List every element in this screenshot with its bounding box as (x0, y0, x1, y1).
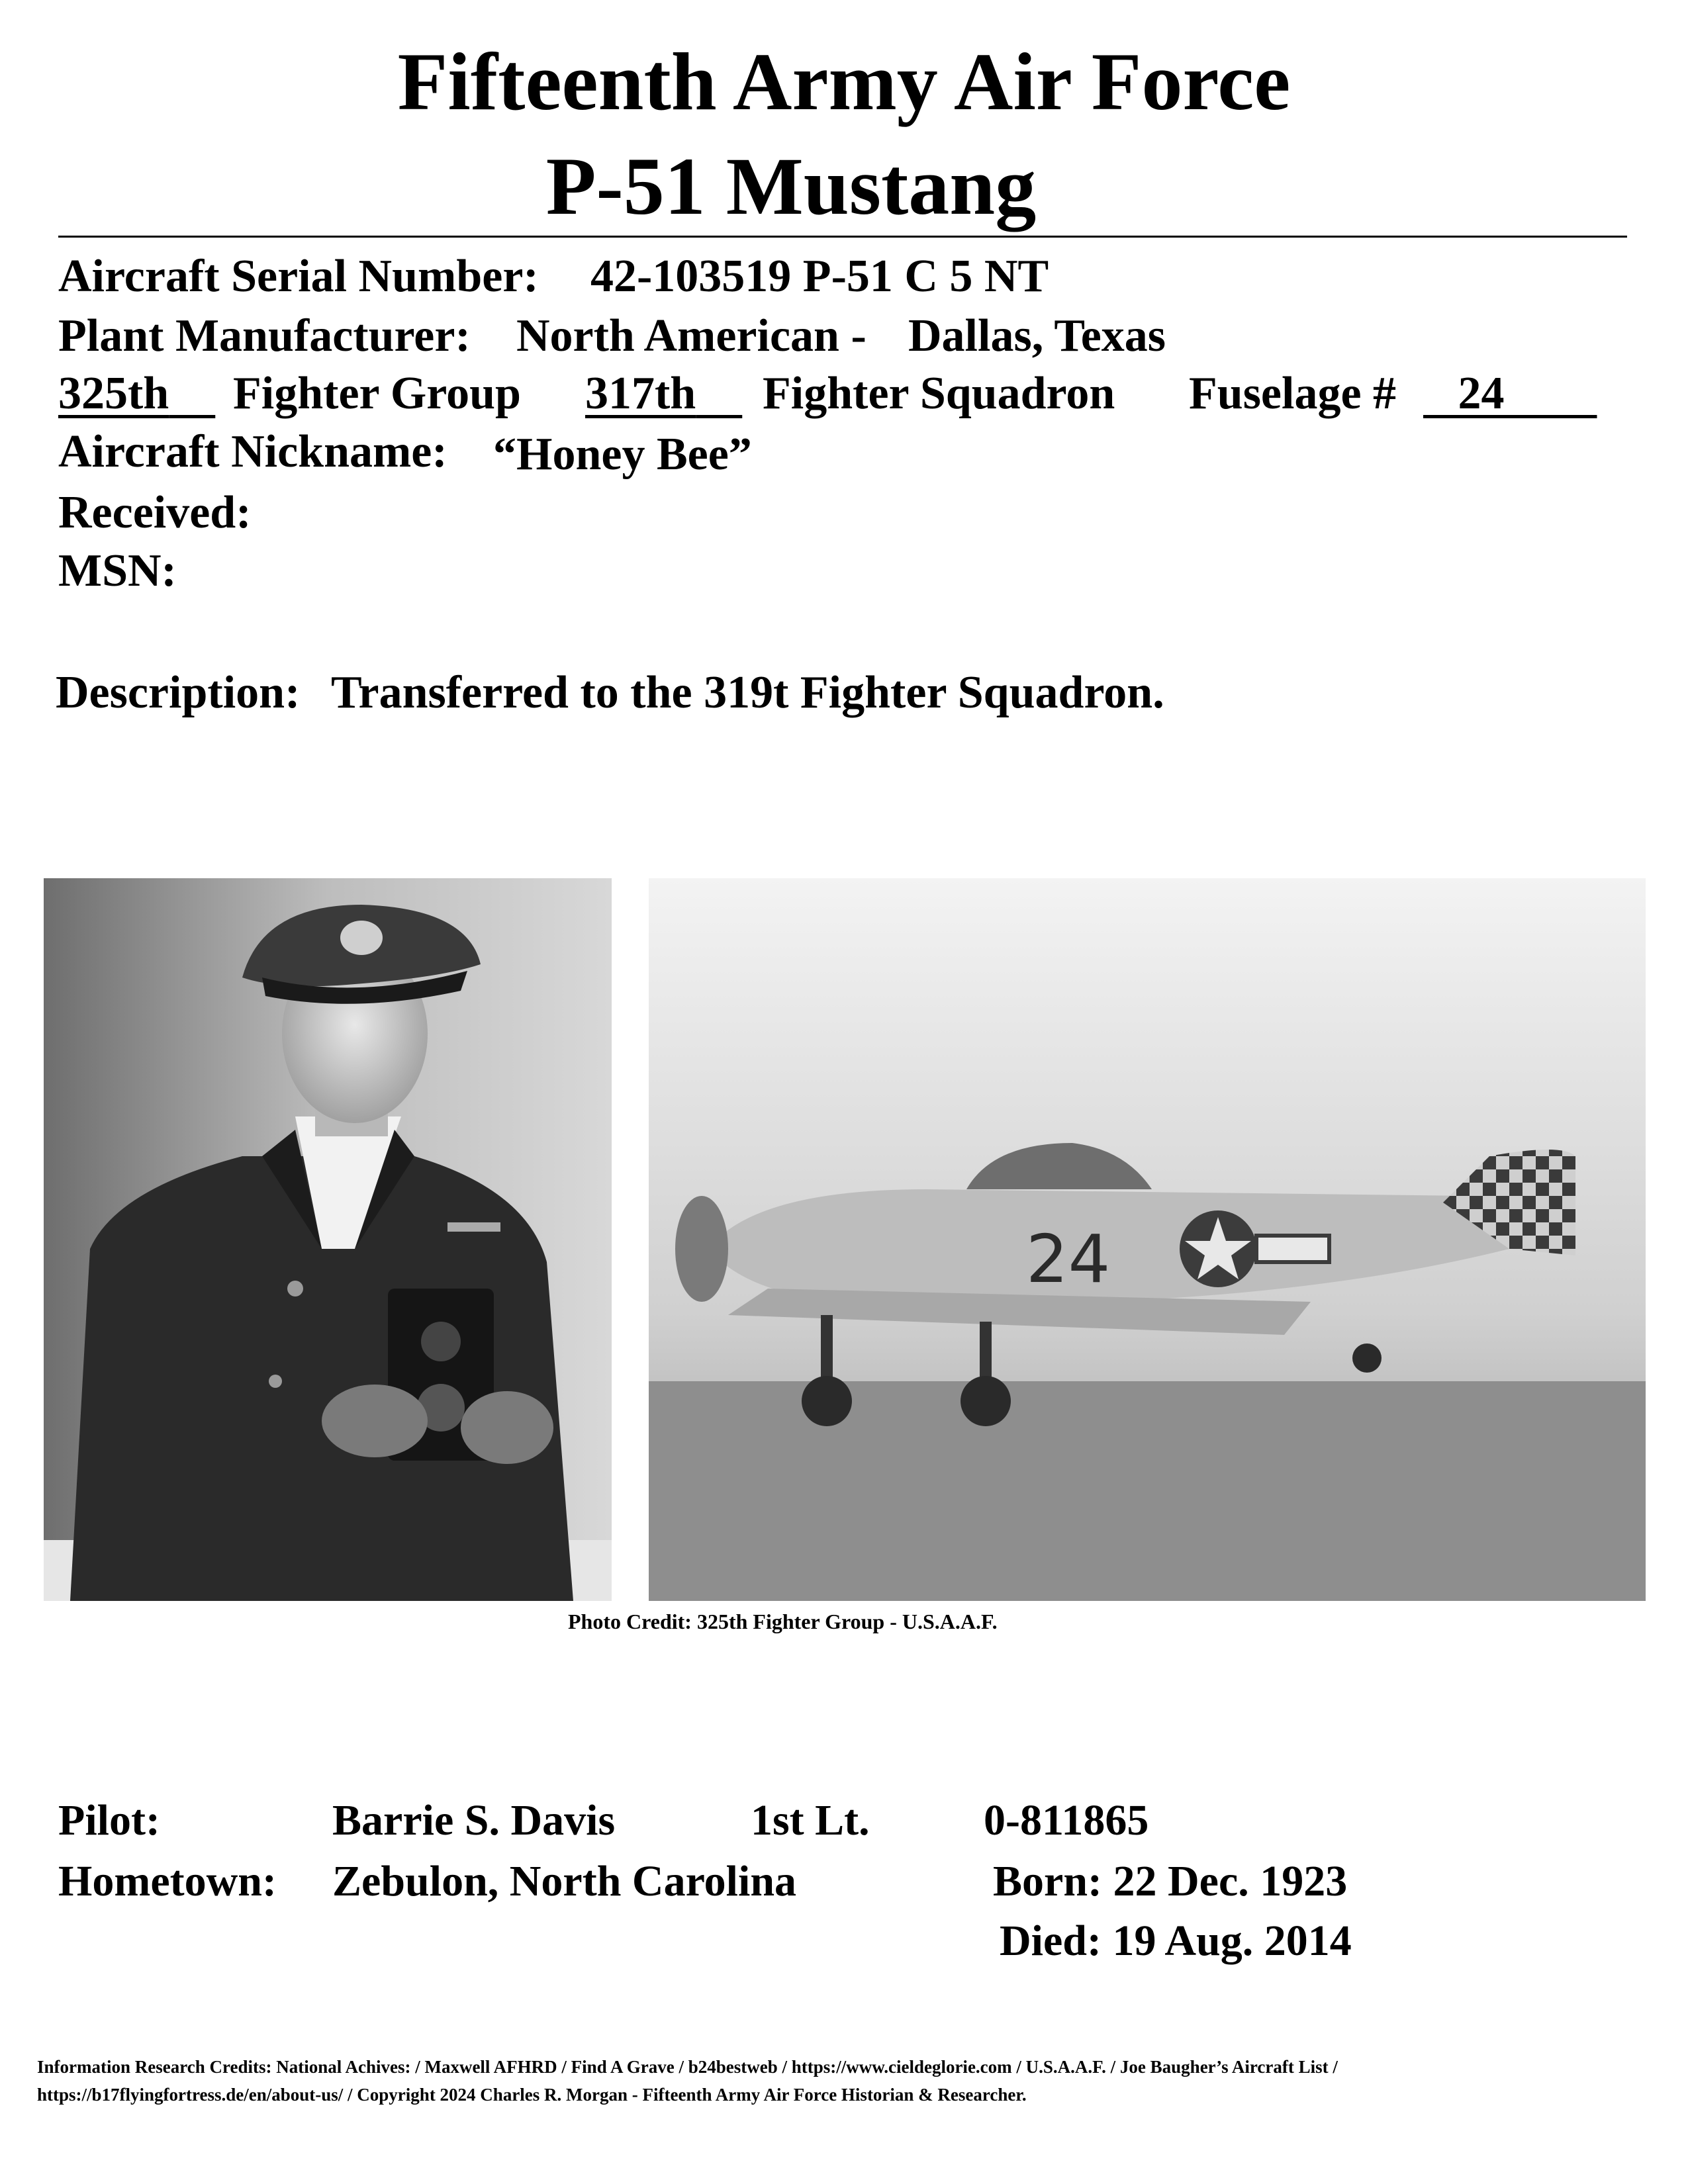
plant-value-2: Dallas, Texas (908, 310, 1166, 361)
serial-label: Aircraft Serial Number: (58, 251, 539, 302)
group-label: Fighter Group (233, 368, 521, 419)
fuselage-value: 24 (1458, 368, 1505, 419)
footer-credits-line2: https://b17flyingfortress.de/en/about-us/ / Copyright 2024 Charles R. Morgan - Fifteenth Army Air Force Historian & Researcher. (37, 2085, 1027, 2105)
hometown-value: Zebulon, North Carolina (332, 1857, 797, 1905)
pilot-died: Died: 19 Aug. 2014 (1000, 1917, 1352, 1965)
msn-label: MSN: (58, 545, 177, 596)
hometown-label: Hometown: (58, 1857, 277, 1905)
pilot-service-number: 0-811865 (984, 1796, 1149, 1844)
plant-value-1: North American - (516, 310, 867, 361)
page-title-line2: P-51 Mustang (545, 141, 1037, 232)
pilot-born: Born: 22 Dec. 1923 (993, 1857, 1348, 1905)
pilot-rank: 1st Lt. (751, 1796, 870, 1844)
group-value: 325th (58, 368, 169, 419)
serial-value: 42-103519 P-51 C 5 NT (590, 251, 1049, 302)
pilot-portrait-photo (44, 878, 612, 1601)
fuselage-label: Fuselage # (1189, 368, 1397, 419)
pilot-label: Pilot: (58, 1796, 160, 1844)
nickname-value: “Honey Bee” (493, 429, 752, 480)
aircraft-fuselage-number: 24 (1026, 1220, 1111, 1298)
received-label: Received: (58, 487, 252, 538)
squadron-value: 317th (585, 368, 696, 419)
footer-credits-line1: Information Research Credits: National Achives: / Maxwell AFHRD / Find A Grave / b24bestweb / https://www.cieldeglorie.com / U.S.A.A.F. / Joe Baugher’s Aircraft List / (37, 2057, 1338, 2077)
description-value: Transferred to the 319t Fighter Squadron. (331, 667, 1164, 718)
photo-credit: Photo Credit: 325th Fighter Group - U.S.A.A.F. (568, 1610, 998, 1633)
pilot-name: Barrie S. Davis (332, 1796, 616, 1844)
nickname-label: Aircraft Nickname: (58, 426, 447, 477)
page-title-line1: Fifteenth Army Air Force (397, 36, 1291, 127)
description-label: Description: (56, 667, 301, 718)
squadron-label: Fighter Squadron (763, 368, 1115, 419)
aircraft-photo (649, 878, 1646, 1601)
plant-label: Plant Manufacturer: (58, 310, 471, 361)
title-divider (58, 236, 1627, 238)
